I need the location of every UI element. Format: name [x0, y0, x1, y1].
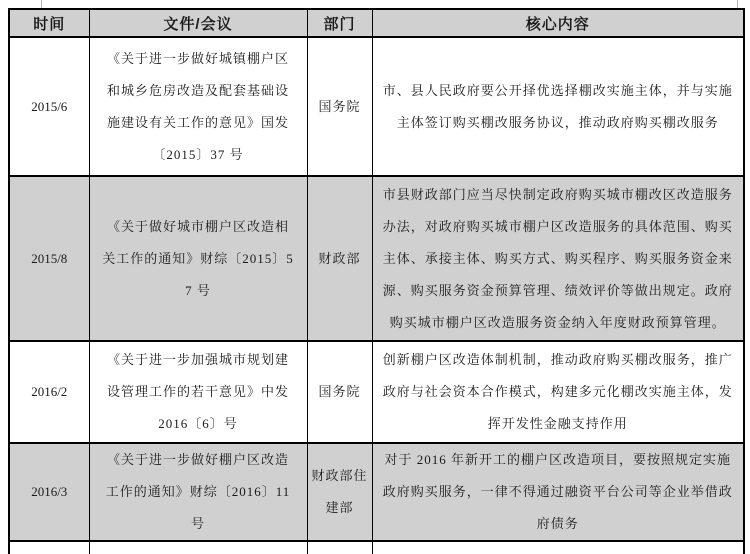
- cell-time: 2015/6: [9, 37, 89, 176]
- table-row: [9, 176, 744, 341]
- cell-document: 《关于进一步加强城市规划建设管理工作的若干意见》中发 2016〔6〕号: [89, 341, 307, 443]
- table-row: [9, 443, 744, 541]
- header-row: [9, 9, 744, 37]
- ruler-tick-right: [737, 0, 738, 8]
- cell-content-empty: [372, 541, 744, 554]
- column-header-document: 文件/会议: [89, 9, 307, 37]
- column-header-time: 时间: [9, 9, 89, 37]
- cell-content: 市县财政部门应当尽快制定政府购买城市棚改区改造服务办法，对政府购买城市棚户区改造服务的具体范围、购买主体、承接主体、购买方式、购买程序、购买服务资金来源、购买服务资金预算管理、绩效评价等做出规定。政府购买城市棚户区改造服务资金纳入年度财政预算管理。: [372, 176, 744, 341]
- table-row-partial: [9, 541, 744, 554]
- cell-time: 2016/2: [9, 341, 89, 443]
- cell-department: 财政部住建部: [307, 443, 372, 541]
- cell-content: 创新棚户区改造体制机制，推动政府购买棚改服务，推广政府与社会资本合作模式，构建多元化棚改实施主体，发挥开发性金融支持作用: [372, 341, 744, 443]
- cell-time-empty: [9, 541, 89, 554]
- cell-department: 国务院: [307, 341, 372, 443]
- policy-documents-table: [8, 8, 745, 554]
- cell-time: 2015/8: [9, 176, 89, 341]
- column-header-content: 核心内容: [372, 9, 744, 37]
- table-row: [9, 37, 744, 176]
- ruler-tick-left: [41, 0, 42, 8]
- cell-document: 《关于进一步做好棚户区改造工作的通知》财综〔2016〕11 号: [89, 443, 307, 541]
- cell-time: 2016/3: [9, 443, 89, 541]
- column-header-department: 部门: [307, 9, 372, 37]
- table-row: [9, 341, 744, 443]
- cell-content: 对于 2016 年新开工的棚户区改造项目，要按照规定实施政府购买服务，一律不得通过融资平台公司等企业举借政府债务: [372, 443, 744, 541]
- cell-document: 《关于做好城市棚户区改造相关工作的通知》财综〔2015〕57 号: [89, 176, 307, 341]
- cell-document: 《关于进一步做好城镇棚户区和城乡危房改造及配套基础设施建设有关工作的意见》国发〔2015〕37 号: [89, 37, 307, 176]
- cell-department: 财政部: [307, 176, 372, 341]
- cell-content: 市、县人民政府要公开择优选择棚改实施主体，并与实施主体签订购买棚改服务协议，推动政府购买棚改服务: [372, 37, 744, 176]
- cell-department-empty: [307, 541, 372, 554]
- cell-department: 国务院: [307, 37, 372, 176]
- cell-document-empty: [89, 541, 307, 554]
